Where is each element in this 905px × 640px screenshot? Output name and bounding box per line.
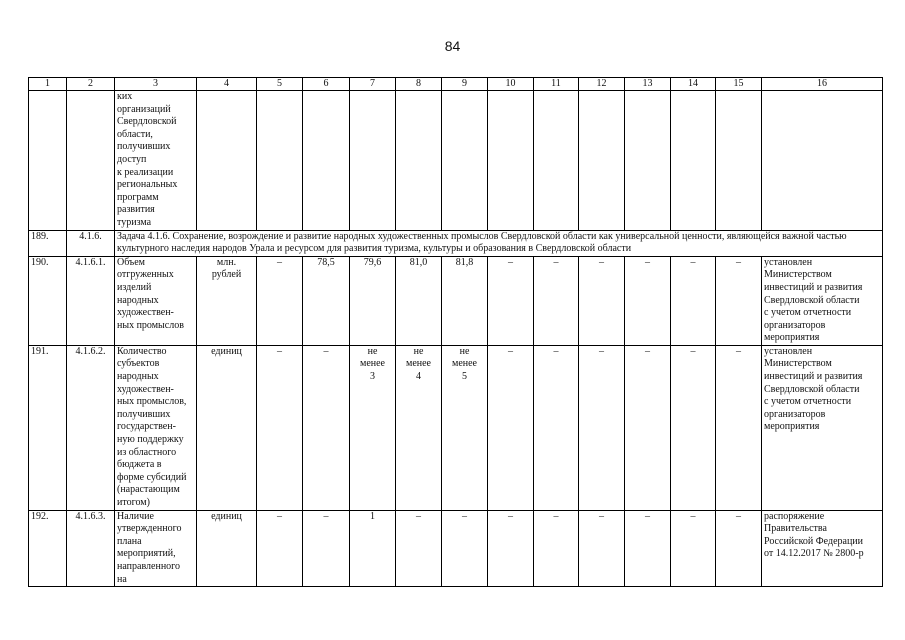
value-cell: 78,5: [303, 256, 350, 345]
column-header: 13: [625, 78, 671, 91]
column-header: 7: [350, 78, 396, 91]
column-header: 8: [396, 78, 442, 91]
value-cell: –: [716, 510, 762, 587]
table-row: [29, 345, 883, 510]
unit-cell: млн. рублей: [197, 256, 257, 345]
value-cell: –: [442, 510, 488, 587]
column-header: 10: [488, 78, 534, 91]
row-number: 191.: [29, 345, 67, 510]
value-cell: 81,8: [442, 256, 488, 345]
column-header: 15: [716, 78, 762, 91]
value-cell: –: [534, 256, 579, 345]
value-cell: –: [625, 256, 671, 345]
column-header: 14: [671, 78, 716, 91]
continuation-row: [29, 91, 883, 231]
value-cell: не менее 3: [350, 345, 396, 510]
indicator-cell: Наличие утвержденного плана мероприятий, направленного на: [115, 510, 197, 587]
page-number: 84: [444, 38, 461, 54]
row-code: 4.1.6.: [67, 230, 115, 256]
column-header: 9: [442, 78, 488, 91]
column-header: 11: [534, 78, 579, 91]
indicator-cell: ких организаций Свердловской области, получивших доступ к реализации региональных программ развития туризма: [115, 91, 197, 231]
source-cell: распоряжение Правительства Российской Федерации от 14.12.2017 № 2800-р: [762, 510, 883, 587]
indicator-cell: Количество субъектов народных художествен- ных промыслов, получивших государствен- ную поддержку из областного бюджета в форме субсидий (нарастающим итогом): [115, 345, 197, 510]
column-header: 2: [67, 78, 115, 91]
indicators-table: [28, 77, 883, 587]
row-code: 4.1.6.2.: [67, 345, 115, 510]
value-cell: –: [534, 510, 579, 587]
value-cell: –: [488, 345, 534, 510]
value-cell: –: [579, 510, 625, 587]
source-cell: установлен Министерством инвестиций и развития Свердловской области с учетом отчетности организаторов мероприятия: [762, 345, 883, 510]
column-header: 1: [29, 78, 67, 91]
value-cell: 79,6: [350, 256, 396, 345]
value-cell: –: [303, 510, 350, 587]
indicator-cell: Объем отгруженных изделий народных художествен- ных промыслов: [115, 256, 197, 345]
column-header: 3: [115, 78, 197, 91]
row-number: 192.: [29, 510, 67, 587]
value-cell: –: [396, 510, 442, 587]
unit-cell: единиц: [197, 345, 257, 510]
task-title: Задача 4.1.6. Сохранение, возрождение и развитие народных художественных промыслов Свердловской области как универсальной ценности, являющейся важной частью культурного наследия народов Урала и ресурсом для развития туризма, культуры и образования в Свердловской области: [115, 230, 883, 256]
value-cell: –: [488, 256, 534, 345]
value-cell: –: [257, 256, 303, 345]
value-cell: –: [579, 256, 625, 345]
value-cell: –: [671, 256, 716, 345]
value-cell: –: [303, 345, 350, 510]
value-cell: –: [625, 345, 671, 510]
column-header: 16: [762, 78, 883, 91]
value-cell: 81,0: [396, 256, 442, 345]
row-number: 190.: [29, 256, 67, 345]
task-row: [29, 230, 883, 256]
value-cell: –: [257, 510, 303, 587]
column-header: 12: [579, 78, 625, 91]
source-cell: установлен Министерством инвестиций и развития Свердловской области с учетом отчетности организаторов мероприятия: [762, 256, 883, 345]
unit-cell: единиц: [197, 510, 257, 587]
value-cell: –: [716, 256, 762, 345]
value-cell: –: [671, 345, 716, 510]
value-cell: не менее 5: [442, 345, 488, 510]
column-header: 4: [197, 78, 257, 91]
column-number-row: [29, 78, 883, 91]
row-code: 4.1.6.3.: [67, 510, 115, 587]
value-cell: –: [257, 345, 303, 510]
value-cell: –: [488, 510, 534, 587]
value-cell: –: [671, 510, 716, 587]
column-header: 5: [257, 78, 303, 91]
table-row: [29, 256, 883, 345]
row-code: 4.1.6.1.: [67, 256, 115, 345]
column-header: 6: [303, 78, 350, 91]
row-number: 189.: [29, 230, 67, 256]
table-row: [29, 510, 883, 587]
value-cell: не менее 4: [396, 345, 442, 510]
value-cell: –: [625, 510, 671, 587]
value-cell: –: [534, 345, 579, 510]
value-cell: 1: [350, 510, 396, 587]
value-cell: –: [716, 345, 762, 510]
value-cell: –: [579, 345, 625, 510]
